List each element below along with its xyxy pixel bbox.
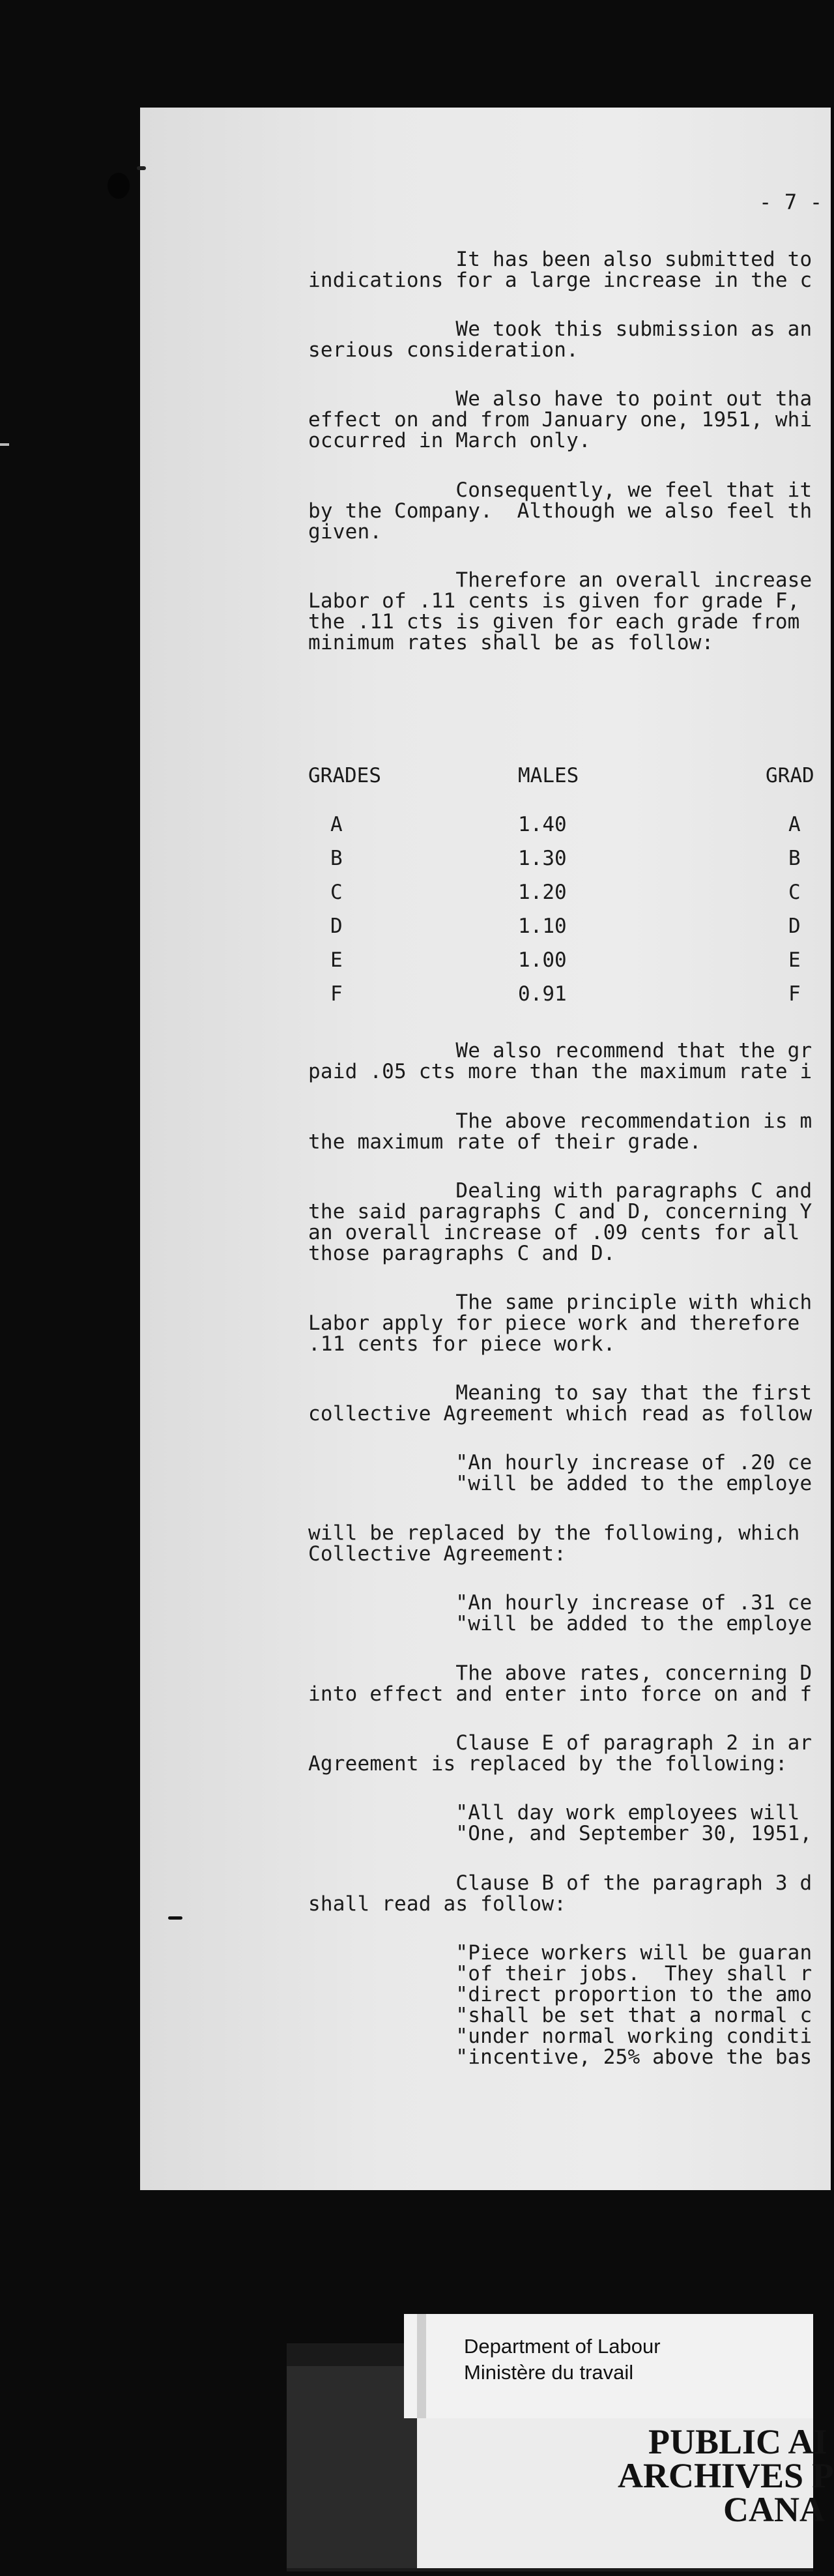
text-line: "All day work employees will (308, 1801, 800, 1824)
text-line: Agreement is replaced by the following: (308, 1752, 788, 1776)
text-line: We also recommend that the gr (308, 1039, 812, 1062)
grade-cell: C (330, 881, 343, 904)
text-line: collective Agreement which read as follow (308, 1402, 812, 1426)
text-line: It has been also submitted to (308, 248, 812, 271)
grade-cell-right: C (788, 881, 801, 904)
grade-cell-right: D (788, 915, 801, 938)
text-line: minimum rates shall be as follow: (308, 631, 714, 654)
department-name-en: Department of Labour (464, 2335, 661, 2358)
text-line: "direct proportion to the amo (308, 1983, 812, 2006)
grade-cell: B (330, 847, 343, 870)
text-line: Therefore an overall increase (308, 568, 812, 592)
male-rate-cell: 1.40 (518, 813, 567, 836)
grade-cell: A (330, 813, 343, 836)
text-line: shall read as follow: (308, 1892, 567, 1916)
text-line: Consequently, we feel that it (308, 478, 812, 502)
margin-mark (168, 1916, 182, 1920)
text-line: The above rates, concerning D (308, 1661, 812, 1685)
hole-punch-mark (108, 173, 130, 199)
label-edge (417, 2314, 426, 2418)
text-line: occurred in March only. (308, 429, 591, 452)
edge-mark (0, 443, 9, 446)
text-line: effect on and from January one, 1951, whi (308, 408, 812, 432)
grade-cell-right: A (788, 813, 801, 836)
text-line: "of their jobs. They shall r (308, 1962, 812, 1985)
text-line: "will be added to the employe (308, 1612, 812, 1635)
text-line: "under normal working conditi (308, 2025, 812, 2048)
male-rate-cell: 1.30 (518, 847, 567, 870)
grade-cell: E (330, 948, 343, 972)
page-number: - 7 - (759, 190, 823, 214)
grade-cell-right: F (788, 982, 801, 1006)
text-line: Labor of .11 cents is given for grade F, (308, 589, 800, 613)
text-line: "One, and September 30, 1951, (308, 1822, 812, 1845)
table-header-grades: GRADES (308, 764, 381, 787)
text-line: given. (308, 520, 382, 544)
text-line: Meaning to say that the first (308, 1381, 812, 1405)
text-line: Dealing with paragraphs C and (308, 1179, 812, 1203)
text-line: "An hourly increase of .31 ce (308, 1591, 812, 1615)
archive-stamp-line-1: PUBLIC AI (648, 2422, 827, 2461)
text-line: We took this submission as an (308, 317, 812, 341)
text-line: by the Company. Although we also feel th (308, 499, 812, 523)
text-line: "Piece workers will be guaran (308, 1941, 812, 1965)
text-line: the .11 cts is given for each grade from (308, 610, 800, 634)
male-rate-cell: 0.91 (518, 982, 567, 1006)
ink-speck (137, 166, 146, 170)
archive-stamp-line-2: ARCHIVES P (618, 2456, 834, 2495)
text-line: Clause B of the paragraph 3 d (308, 1871, 812, 1895)
text-line: into effect and enter into force on and f (308, 1682, 812, 1706)
text-line: "shall be set that a normal c (308, 2004, 812, 2027)
grade-cell-right: E (788, 948, 801, 972)
text-line: Clause E of paragraph 2 in ar (308, 1731, 812, 1755)
text-line: .11 cents for piece work. (308, 1332, 616, 1356)
grade-cell: D (330, 915, 343, 938)
male-rate-cell: 1.10 (518, 915, 567, 938)
text-line: "An hourly increase of .20 ce (308, 1451, 812, 1474)
male-rate-cell: 1.20 (518, 881, 567, 904)
department-name-fr: Ministère du travail (464, 2361, 634, 2384)
text-line: Collective Agreement: (308, 1542, 567, 1566)
text-line: "will be added to the employe (308, 1472, 812, 1495)
text-line: We also have to point out tha (308, 387, 812, 411)
archive-stamp-line-3: CANA (723, 2490, 825, 2529)
male-rate-cell: 1.00 (518, 948, 567, 972)
grade-cell: F (330, 982, 343, 1006)
text-line: indications for a large increase in the c (308, 269, 812, 292)
text-line: Labor apply for piece work and therefore (308, 1311, 800, 1335)
text-line: an overall increase of .09 cents for all (308, 1221, 800, 1244)
text-line: "incentive, 25% above the bas (308, 2045, 812, 2069)
document-page (140, 108, 831, 2190)
text-line: The above recommendation is m (308, 1109, 812, 1133)
text-line: the said paragraphs C and D, concerning Y (308, 1200, 812, 1223)
text-line: serious consideration. (308, 338, 579, 362)
table-header-males: MALES (518, 764, 579, 787)
text-line: paid .05 cts more than the maximum rate i (308, 1060, 812, 1083)
grade-cell-right: B (788, 847, 801, 870)
text-line: the maximum rate of their grade. (308, 1130, 702, 1154)
text-line: The same principle with which (308, 1291, 812, 1314)
text-line: those paragraphs C and D. (308, 1242, 616, 1265)
text-line: will be replaced by the following, which (308, 1521, 800, 1545)
table-header-grades-right: GRAD (766, 764, 814, 787)
